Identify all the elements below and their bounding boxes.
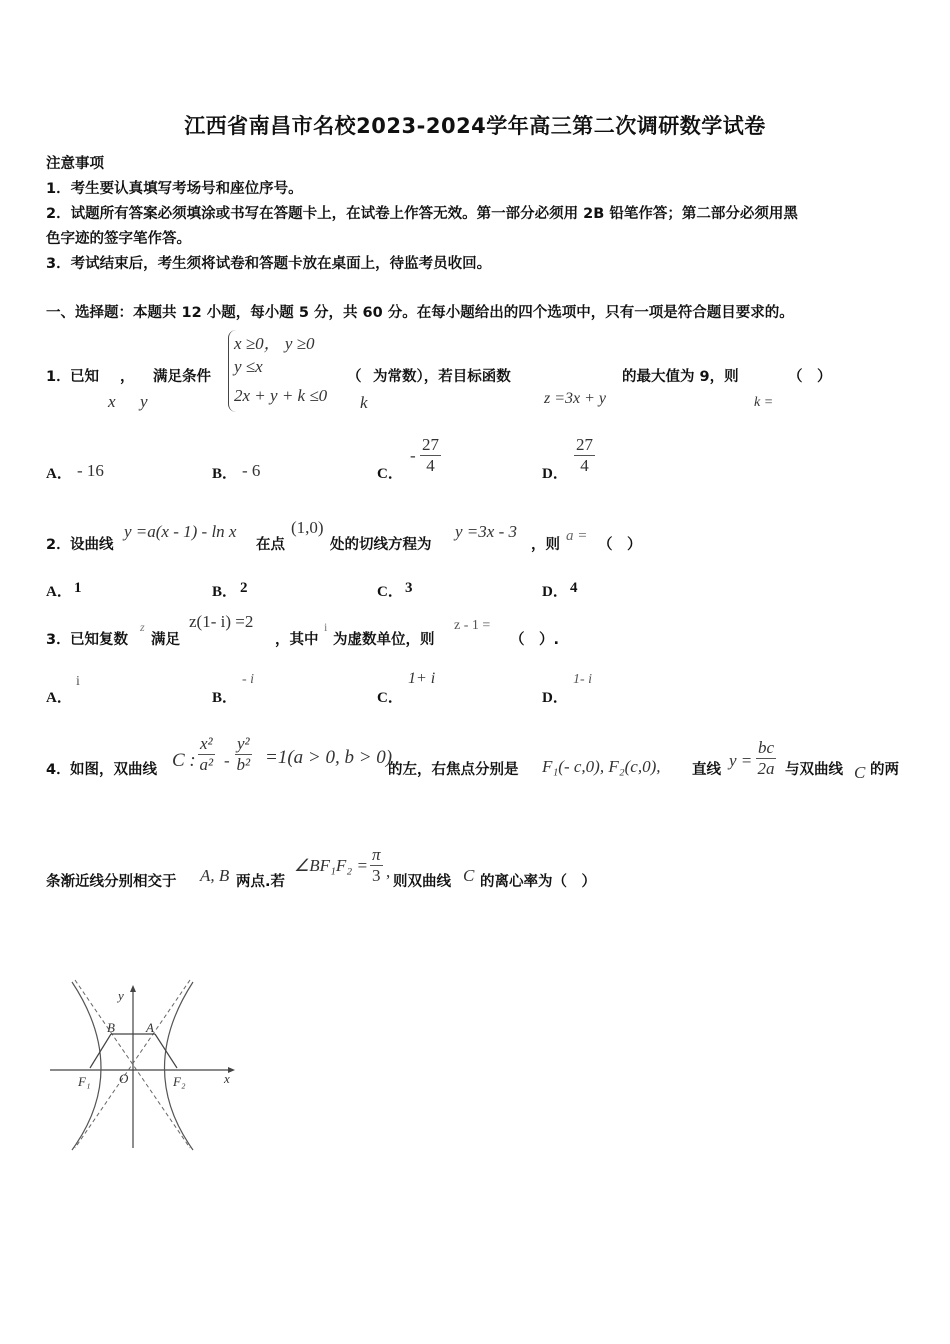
- q2-option-c-value: 3: [405, 580, 413, 596]
- section-heading: 一、选择题：本题共 12 小题，每小题 5 分，共 60 分。在每小题给出的四个选项中，只有一项是符合题目要求的。: [46, 305, 794, 321]
- label-f2: F₂: [173, 1074, 186, 1089]
- numerator: y²: [237, 734, 250, 753]
- q1-option-c-sign: -: [410, 446, 416, 465]
- hyperbola-figure: [40, 920, 260, 1160]
- q4-text: 如图，双曲线: [70, 762, 157, 778]
- label-o: O: [119, 1071, 129, 1086]
- q3-option-b-label: B．: [212, 690, 238, 706]
- q3-text: 满足: [151, 632, 180, 648]
- q1-condition-1: x ≥0， y ≥0: [234, 334, 315, 353]
- q4-var-c: C: [463, 866, 475, 885]
- label-f1: F₁: [78, 1074, 91, 1089]
- q1-objective: z =3x + y: [544, 390, 607, 407]
- q4-angle: ∠BF₁F₂ =: [294, 856, 368, 875]
- q4-fraction-y: [235, 734, 252, 775]
- hyperbola-diagram: [40, 920, 260, 1160]
- q4-comma: ,: [386, 862, 391, 881]
- q3-option-d-label: D．: [542, 690, 568, 706]
- q3-answer-blank: （ ）.: [510, 632, 560, 648]
- label-x: x: [224, 1071, 230, 1086]
- notice-item-3: 3．考试结束后，考生须将试卷和答题卡放在桌面上，待监考员收回。: [46, 256, 492, 272]
- q1-text: ，: [120, 369, 135, 385]
- q2-tangent: y =3x - 3: [455, 522, 517, 541]
- notice-item-2-cont: 色字迹的签字笔作答。: [46, 231, 191, 247]
- q4-number: 4．: [46, 762, 71, 778]
- numerator: x²: [200, 734, 213, 753]
- denominator: 2a: [757, 759, 775, 778]
- q1-option-d-label: D．: [542, 466, 568, 482]
- q2-answer-blank: （ ）: [598, 537, 642, 553]
- q4-text: 则双曲线: [393, 874, 451, 890]
- q4-c-label: C :: [172, 750, 196, 771]
- q2-a-eq: a =: [566, 528, 588, 544]
- q1-option-a-label: A．: [46, 466, 72, 482]
- q2-text: 设曲线: [70, 537, 114, 553]
- q1-option-b-value: - 6: [242, 461, 261, 480]
- q3-text: 已知复数: [70, 632, 128, 648]
- q3-text: ，其中: [275, 632, 319, 648]
- q4-fraction-x: [198, 734, 215, 775]
- notice-item-2: 2．试题所有答案必须填涂或书写在答题卡上，在试卷上作答无效。第一部分必须用 2B 铅笔作答；第二部分必须用黑: [46, 206, 798, 222]
- q1-option-b-label: B．: [212, 466, 238, 482]
- q1-var-y: y: [140, 392, 148, 411]
- q3-option-a-value: i: [76, 674, 80, 689]
- q1-text: 满足条件: [153, 369, 211, 385]
- q1-k-eq: k =: [754, 395, 774, 410]
- q3-text: 为虚数单位，则: [333, 632, 435, 648]
- q4-text: 直线: [692, 762, 721, 778]
- q3-option-d-value: 1- i: [573, 672, 593, 687]
- q4-text: 条渐近线分别相交于: [46, 874, 177, 890]
- numerator: 27: [422, 435, 439, 454]
- q2-text: 处的切线方程为: [330, 537, 432, 553]
- q1-answer-blank: （ ）: [788, 369, 832, 385]
- q2-curve: y =a(x - 1) - ln x: [124, 522, 237, 541]
- q2-text: ，则: [531, 537, 560, 553]
- q2-option-a-value: 1: [74, 580, 82, 596]
- q4-line-lhs: y =: [729, 751, 753, 770]
- denominator: 4: [580, 456, 589, 475]
- denominator: b²: [236, 755, 251, 774]
- q3-option-b-value: - i: [242, 672, 255, 687]
- q1-option-a-value: - 16: [77, 461, 104, 480]
- q2-option-d-label: D．: [542, 584, 568, 600]
- q4-text: 的离心率为（ ）: [480, 874, 596, 890]
- q1-text: 已知: [70, 369, 99, 385]
- q2-option-b-label: B．: [212, 584, 238, 600]
- q1-text: （: [347, 369, 362, 385]
- q4-equation-rhs: =1(a > 0, b > 0): [265, 747, 393, 768]
- q4-fraction-pi-3: [370, 845, 383, 886]
- q1-option-d-fraction: [574, 435, 595, 476]
- q4-points-ab: A, B: [200, 866, 230, 885]
- q1-condition-2: y ≤x: [234, 357, 263, 376]
- denominator: 4: [426, 456, 435, 475]
- q4-text: 两点.若: [236, 874, 286, 890]
- q2-option-a-label: A．: [46, 584, 72, 600]
- q2-option-c-label: C．: [377, 584, 403, 600]
- denominator: 3: [372, 866, 381, 885]
- q1-text: 的最大值为 9，则: [622, 369, 739, 385]
- q3-option-a-label: A．: [46, 690, 72, 706]
- q3-var-z: z: [140, 620, 145, 634]
- q2-point: (1,0): [291, 518, 324, 537]
- q4-text: 与双曲线: [785, 762, 843, 778]
- notice-heading: 注意事项: [46, 156, 104, 172]
- q3-number: 3．: [46, 632, 71, 648]
- q1-option-c-fraction: [420, 435, 441, 476]
- q1-var-k: k: [360, 393, 368, 412]
- q4-minus: -: [224, 751, 230, 770]
- q3-equation: z(1- i) =2: [189, 612, 254, 631]
- q1-number: 1．: [46, 369, 71, 385]
- q1-var-x: x: [108, 392, 116, 411]
- label-b: B: [107, 1020, 115, 1035]
- q3-option-c-label: C．: [377, 690, 403, 706]
- q2-text: 在点: [256, 537, 285, 553]
- numerator: π: [372, 845, 381, 864]
- q4-fraction-bc-2a: [756, 738, 776, 779]
- q1-condition-3: 2x + y + k ≤0: [234, 386, 328, 405]
- q4-text: 的两: [870, 762, 899, 778]
- q3-var-i: i: [324, 620, 328, 634]
- denominator: a²: [199, 755, 214, 774]
- page-title: 江西省南昌市名校2023-2024学年高三第二次调研数学试卷: [184, 114, 766, 138]
- q2-option-b-value: 2: [240, 580, 248, 596]
- numerator: bc: [758, 738, 775, 757]
- q3-expression: z - 1 =: [454, 618, 491, 633]
- label-a: A: [146, 1020, 154, 1035]
- q3-option-c-value: 1+ i: [408, 670, 436, 687]
- q2-number: 2．: [46, 537, 71, 553]
- q1-text: 为常数），若目标函数: [373, 369, 511, 385]
- label-y: y: [118, 988, 124, 1003]
- q4-var-c: C: [854, 763, 866, 782]
- q4-foci: F₁(- c,0), F₂(c,0),: [542, 757, 661, 776]
- q1-option-c-label: C．: [377, 466, 403, 482]
- notice-item-1: 1．考生要认真填写考场号和座位序号。: [46, 181, 303, 197]
- numerator: 27: [576, 435, 593, 454]
- q2-option-d-value: 4: [570, 580, 578, 596]
- q4-text: 的左，右焦点分别是: [388, 762, 519, 778]
